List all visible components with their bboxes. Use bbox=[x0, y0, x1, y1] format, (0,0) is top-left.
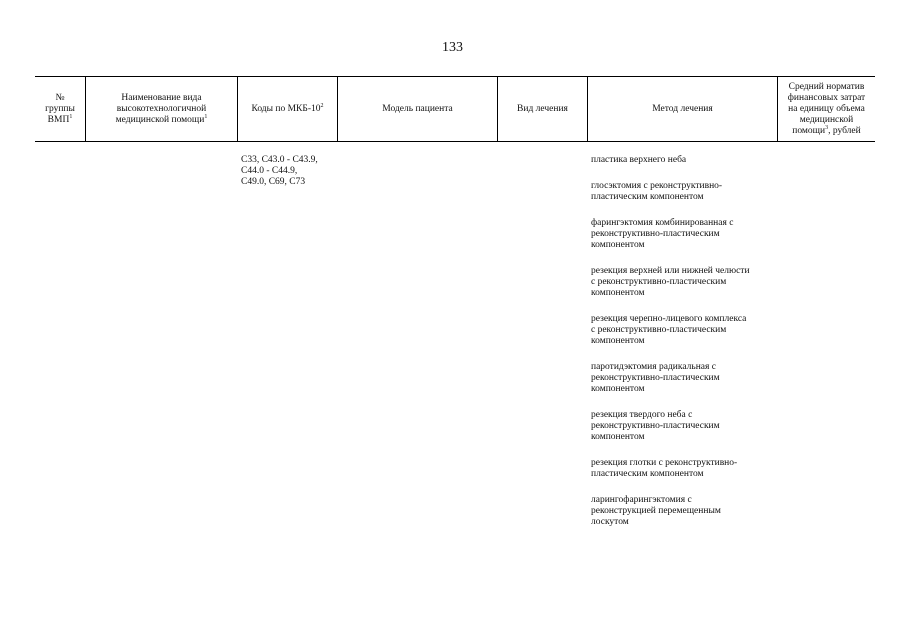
header-avg-cost: Средний норматив финансовых затрат на единицу объема медицинской помощи$^3$, рублей bbox=[787, 81, 866, 136]
treatment-methods-cell bbox=[591, 155, 776, 543]
method-item: пластика верхнего неба bbox=[591, 155, 687, 165]
method-item: резекция твердого неба с реконструктивно-пластическим компонентом bbox=[591, 410, 720, 442]
header-care-type: Наименование вида высокотехнологичной медицинской помощи$^1$ bbox=[115, 92, 208, 125]
header-treatment-type: Вид лечения bbox=[517, 103, 568, 114]
method-item: фарингэктомия комбинированная с реконструктивно-пластическим компонентом bbox=[591, 218, 734, 250]
method-item: резекция черепно-лицевого комплекса с реконструктивно-пластическим компонентом bbox=[591, 314, 747, 346]
header-treatment-method: Метод лечения bbox=[652, 103, 713, 114]
method-item: резекция верхней или нижней челюсти с реконструктивно-пластическим компонентом bbox=[591, 266, 750, 298]
page-number: 133 bbox=[442, 40, 463, 55]
icd-codes-cell: C33, C43.0 - C43.9, C44.0 - C44.9, C49.0, C69, C73 bbox=[241, 155, 318, 187]
method-item: глосэктомия с реконструктивно- пластическим компонентом bbox=[591, 181, 723, 202]
method-item: ларингофарингэктомия с реконструкцией перемещенным лоскутом bbox=[591, 495, 721, 527]
header-group-number: № группы ВМП$^1$ bbox=[45, 92, 75, 125]
header-patient-model: Модель пациента bbox=[382, 103, 453, 114]
header-bottom-border bbox=[35, 141, 875, 142]
method-item: паротидэктомия радикальная с реконструктивно-пластическим компонентом bbox=[591, 362, 720, 394]
header-icd-codes: Коды по МКБ-$10^2$ bbox=[251, 102, 324, 114]
method-item: резекция глотки с реконструктивно- пластическим компонентом bbox=[591, 458, 738, 479]
